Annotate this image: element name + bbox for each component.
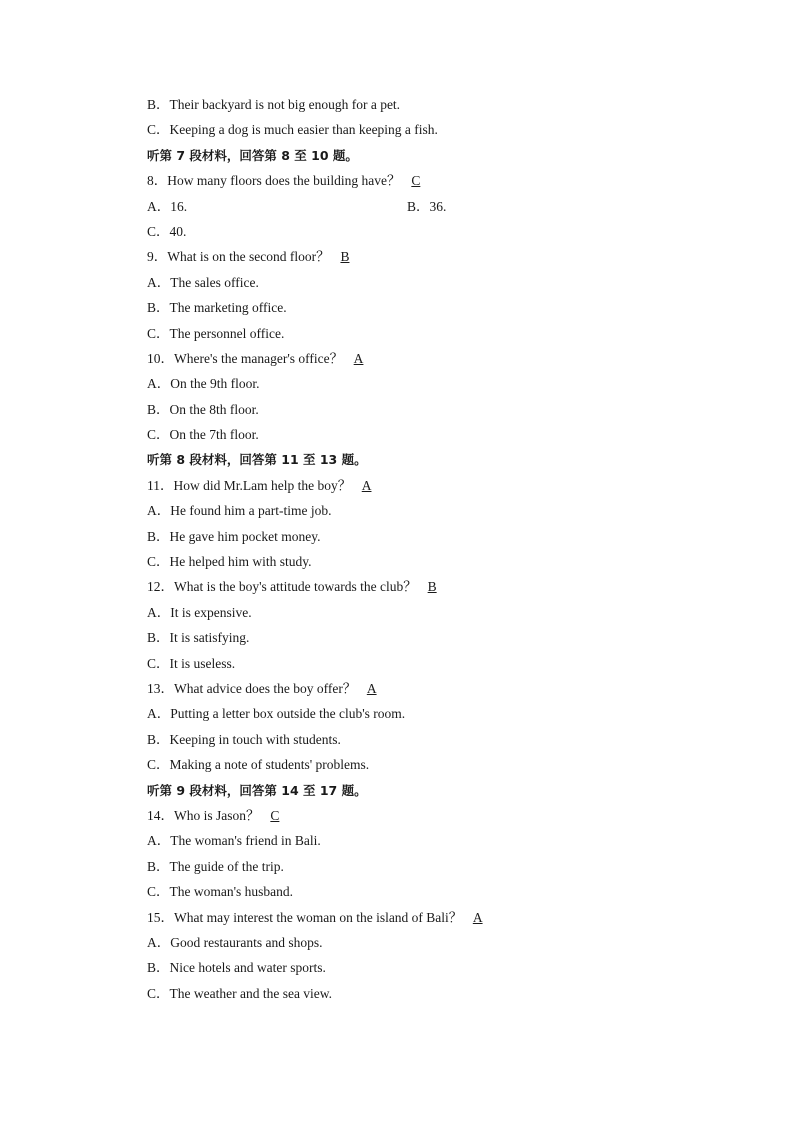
option-line: C．Making a note of students' problems.	[147, 757, 370, 773]
option-line: C．The woman's husband.	[147, 884, 294, 900]
option-line: C．The personnel office.	[147, 325, 285, 341]
option-line: A．The sales office.	[147, 274, 259, 290]
section-heading: 听第 7 段材料，回答第 8 至 10 题。	[147, 147, 358, 163]
option-line: C．The weather and the sea view.	[147, 985, 333, 1001]
section-heading: 听第 8 段材料，回答第 11 至 13 题。	[147, 452, 367, 468]
section-heading: 听第 9 段材料，回答第 14 至 17 题。	[147, 782, 367, 798]
question-text: 13．What advice does the boy offer？	[147, 680, 357, 696]
question-line	[147, 172, 707, 197]
question-text: 12．What is the boy's attitude towards the club？	[147, 579, 417, 595]
question-text: 14．Who is Jason？	[147, 807, 260, 823]
option-line: B．Keeping in touch with students.	[147, 731, 341, 747]
option-line: B．The marketing office.	[147, 300, 287, 316]
question-text: 10．Where's the manager's office？	[147, 350, 344, 366]
option-line: C．It is useless.	[147, 655, 236, 671]
answer-blank: B	[340, 249, 350, 265]
option-line: B．It is satisfying.	[147, 630, 250, 646]
option-line: A．On the 9th floor.	[147, 376, 260, 392]
option-text: B．36.	[407, 198, 447, 214]
option-line: B．On the 8th floor.	[147, 401, 259, 417]
answer-blank: B	[427, 579, 437, 595]
document-body	[147, 96, 707, 1010]
document-page	[147, 96, 707, 1010]
question-text: 11．How did Mr.Lam help the boy？	[147, 477, 352, 493]
answer-blank: C	[270, 807, 280, 823]
option-line: B．The guide of the trip.	[147, 858, 284, 874]
answer-blank: C	[411, 173, 421, 189]
answer-blank: A	[366, 680, 377, 696]
question-line	[147, 350, 707, 375]
option-text: A．16.	[147, 198, 188, 214]
option-line: A．The woman's friend in Bali.	[147, 833, 321, 849]
option-line: C．On the 7th floor.	[147, 427, 259, 443]
question-line	[147, 807, 707, 832]
option-row	[147, 198, 707, 223]
option-line: A．Good restaurants and shops.	[147, 934, 323, 950]
question-line	[147, 680, 707, 705]
option-line: B．Their backyard is not big enough for a pet.	[147, 97, 401, 112]
question-line	[147, 578, 707, 603]
question-text: 15．What may interest the woman on the island of Bali？	[147, 909, 463, 925]
question-line	[147, 248, 707, 273]
question-line	[147, 477, 707, 502]
option-line: A．Putting a letter box outside the club's room.	[147, 706, 406, 722]
option-line: C．He helped him with study.	[147, 554, 312, 570]
question-text: 8．How many floors does the building have？	[147, 173, 401, 189]
option-line: B．He gave him pocket money.	[147, 528, 321, 544]
option-line: A．It is expensive.	[147, 604, 252, 620]
answer-blank: A	[353, 350, 364, 366]
question-line	[147, 909, 707, 934]
option-line: B．Nice hotels and water sports.	[147, 960, 326, 976]
option-line: C．Keeping a dog is much easier than keeping a fish.	[147, 122, 438, 138]
option-line: C．40.	[147, 223, 187, 239]
question-text: 9．What is on the second floor？	[147, 249, 330, 265]
answer-blank: A	[472, 909, 483, 925]
answer-blank: A	[361, 477, 372, 493]
option-line: A．He found him a part-time job.	[147, 503, 332, 519]
